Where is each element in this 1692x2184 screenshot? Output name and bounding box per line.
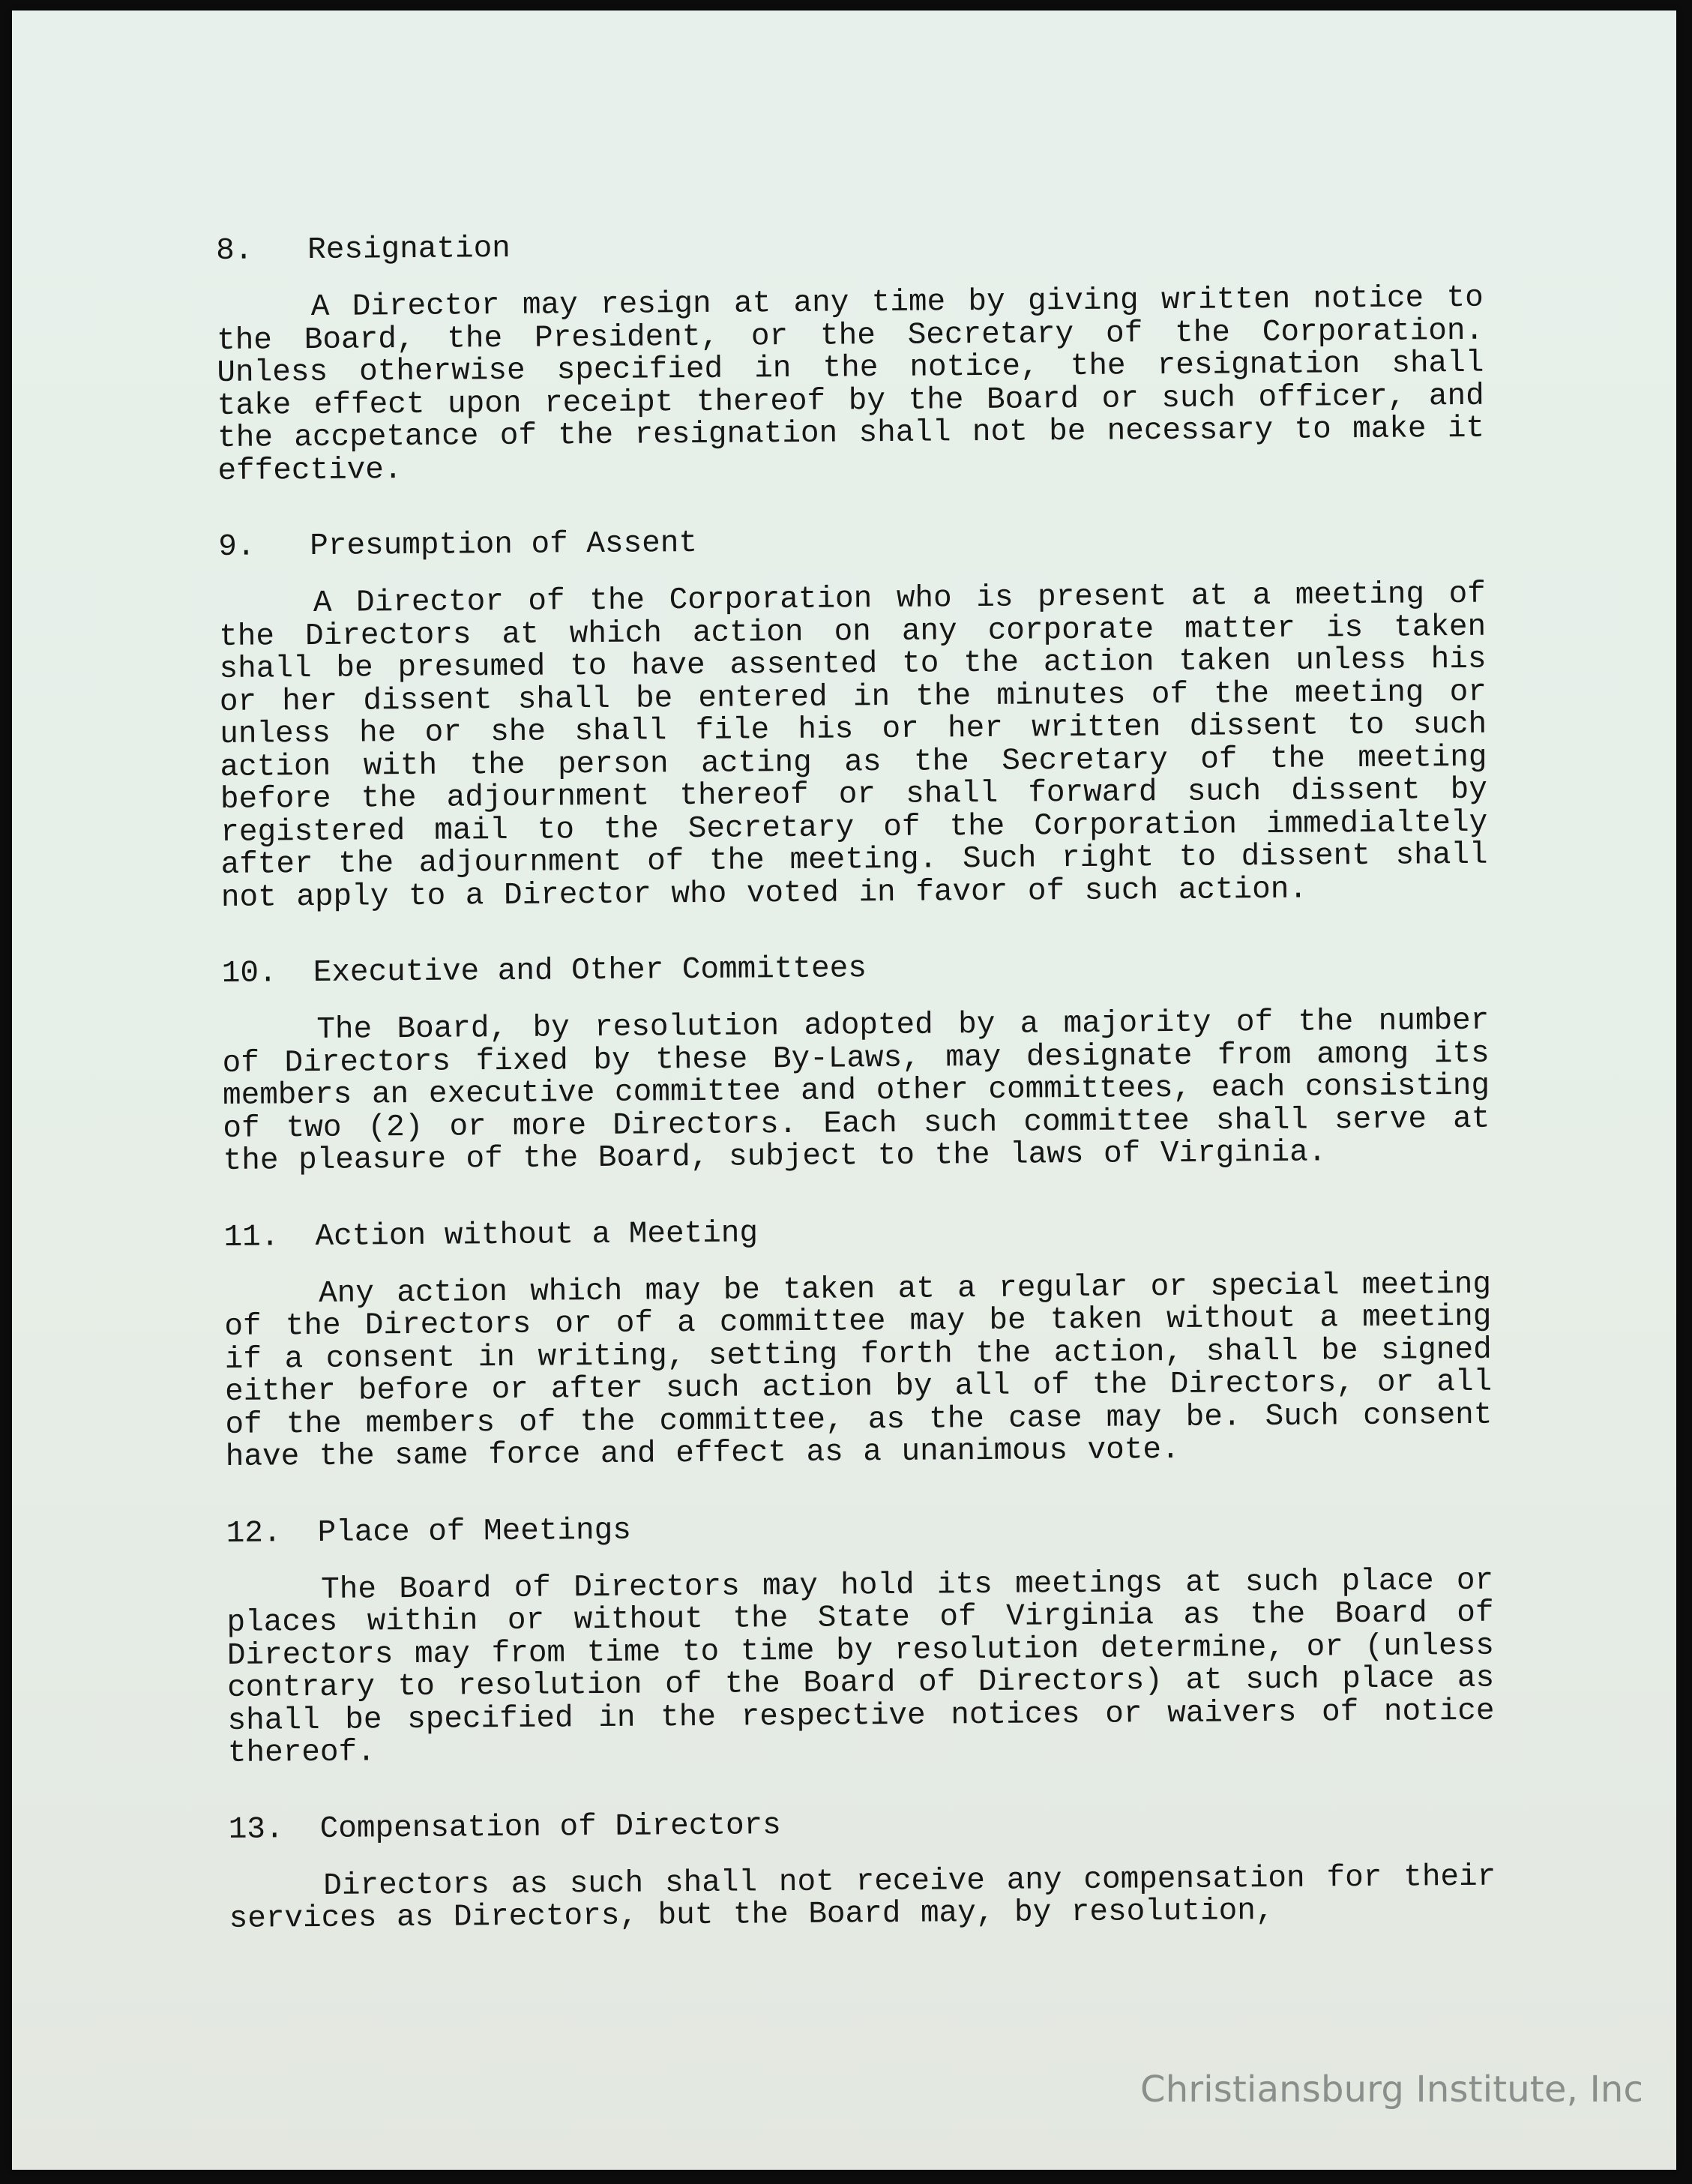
section-heading [218,519,1485,566]
section-paragraph: A Director may resign at any time by giving written notice to the Board, the President, or the Secretary of the Corporation. Unless otherwise specified in the notice, the resignation shall take effect upon receipt thereof by the Board or such officer, and the accpetance of the resignation shall not be necessary to make it effective. [216,280,1485,489]
section-title: Compensation of Directors [319,1808,781,1847]
section-title: Presumption of Assent [310,526,698,565]
section-heading [226,1505,1493,1552]
section-executive-committees [222,945,1490,1179]
section-action-without-meeting [223,1209,1493,1474]
document-body [216,223,1496,1977]
section-paragraph: A Director of the Corporation who is present at a meeting of the Directors at which action on any corporate matter is taken shall be presumed to have assented to the action taken unless his or her dissent shall be entered in the minutes of the meeting or unless he or she shall file his or her written dissent to such action with the person acting as the Secretary of the meeting before the adjournment thereof or shall forward such dissent by registered mail to the Secretary of the Corporation immedialtely after the adjournment of the meeting. Such right to dissent shall not apply to a Director who voted in favor of such action. [219,577,1488,915]
archive-watermark: Christiansburg Institute, Inc [1140,2069,1644,2111]
section-number: 8. [216,233,253,268]
section-resignation [216,223,1485,488]
section-number: 10. [221,956,277,991]
section-number: 9. [218,529,256,565]
section-title: Executive and Other Committees [313,951,867,991]
section-heading [223,1209,1490,1256]
section-presumption-of-assent [218,519,1488,915]
document-page [12,10,1676,2170]
section-heading [216,223,1483,270]
section-paragraph: Directors as such shall not receive any compensation for their services as Directors, but the Board may, by resolution, [229,1859,1496,1937]
section-title: Place of Meetings [317,1513,632,1550]
section-paragraph: The Board of Directors may hold its meetings at such place or places within or without the State of Virginia as the Board of Directors may from time to time by resolution determine, or (unless contrary to resolution of the Board of Directors) at such place as shall be specified in the respective notices or waivers of notice thereof. [226,1563,1495,1771]
section-heading [229,1801,1496,1848]
section-number: 11. [223,1219,280,1255]
section-paragraph: The Board, by resolution adopted by a majority of the number of Directors fixed by these By-Laws, may designate from among its members an executive committee and other committees, each consisting of two (2) or more Directors. Each such committee shall serve at the pleasure of the Board, subject to the laws of Virginia. [222,1003,1490,1179]
section-paragraph: Any action which may be taken at a regular or special meeting of the Directors or of a committee may be taken without a meeting if a consent in writing, setting forth the action, shall be signed either before or after such action by all of the Directors, or all of the members of the committee, as the case may be. Such consent have the same force and effect as a unanimous vote. [224,1267,1493,1475]
section-compensation-of-directors [229,1801,1496,1936]
section-number: 13. [228,1811,284,1847]
section-place-of-meetings [226,1505,1495,1770]
section-title: Resignation [307,231,511,268]
section-heading [222,945,1489,993]
section-number: 12. [226,1515,282,1551]
section-title: Action without a Meeting [315,1215,759,1254]
